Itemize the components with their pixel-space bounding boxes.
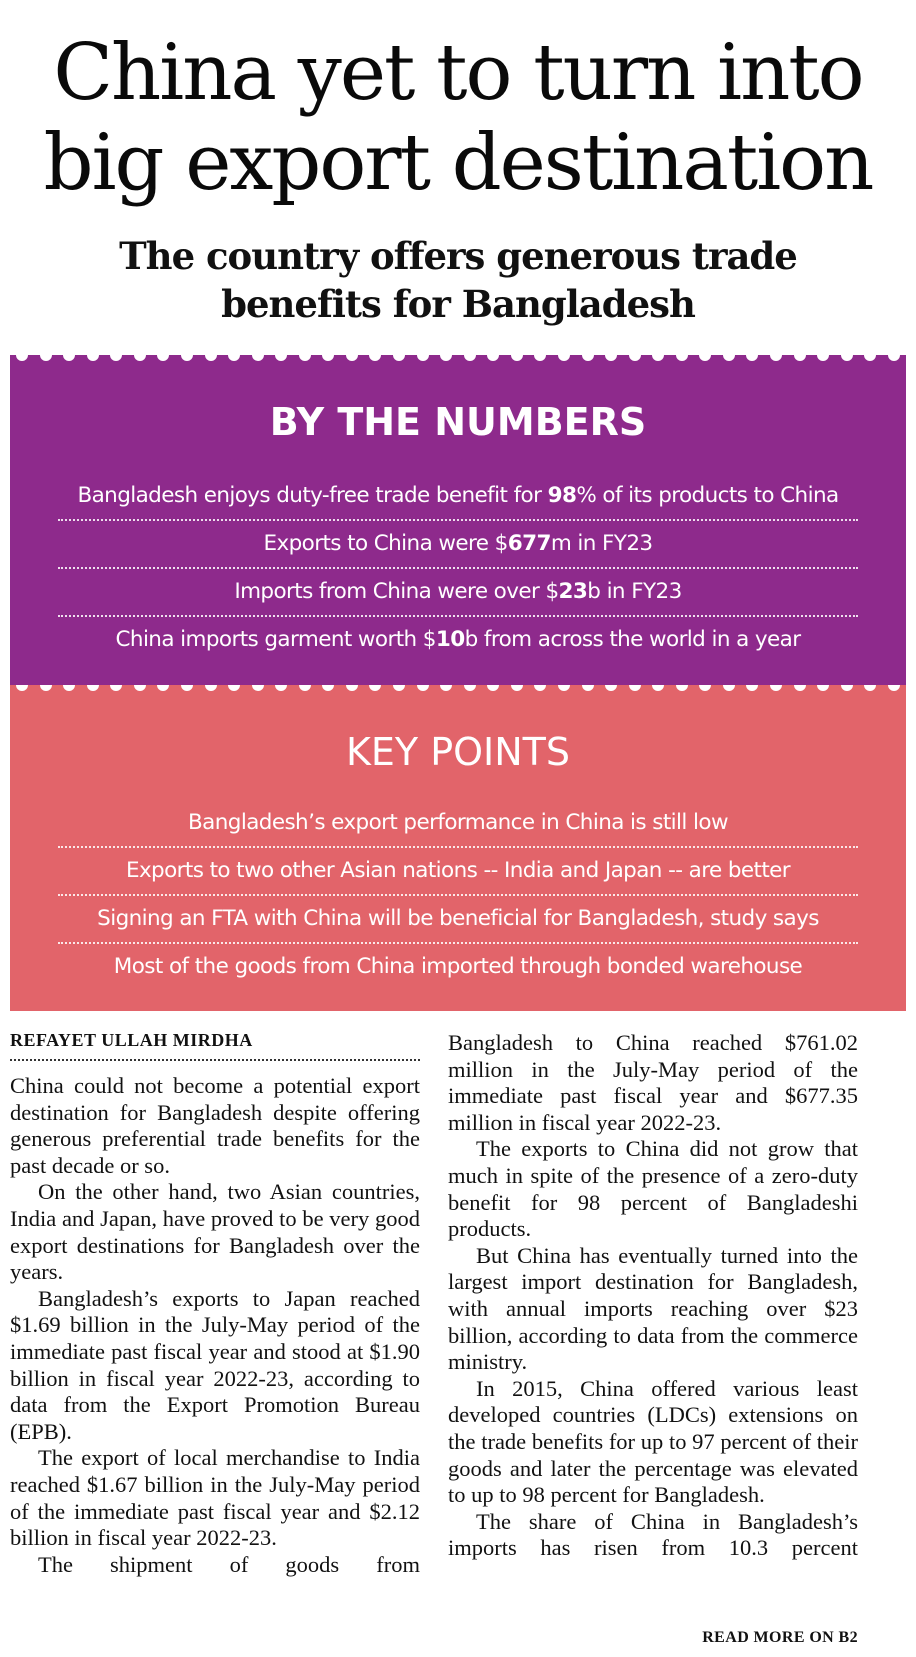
perforation-dot xyxy=(346,685,358,691)
perforation-dot xyxy=(699,355,711,361)
perforation-dot xyxy=(558,355,570,361)
headline xyxy=(0,28,916,208)
perforation-dot xyxy=(87,685,99,691)
perforation-dot xyxy=(134,355,146,361)
number-item: Bangladesh enjoys duty-free trade benefit for 98% of its products to China xyxy=(58,473,858,521)
perforation-dot xyxy=(110,355,122,361)
article-paragraph: On the other hand, two Asian countries, India and Japan, have proved to be very good export destinations for Bangladesh over the years. xyxy=(10,1179,420,1285)
perforation-dot xyxy=(63,685,75,691)
key-point-item: Bangladesh’s export performance in China is still low xyxy=(58,800,858,848)
perforation-dot xyxy=(487,685,499,691)
perforation-dot xyxy=(369,355,381,361)
byline: REFAYET ULLAH MIRDHA xyxy=(10,1030,420,1061)
headline-line-2: big export destination xyxy=(43,118,873,208)
perforation-dot xyxy=(275,685,287,691)
perforation-dot xyxy=(87,355,99,361)
perforation-dot xyxy=(770,355,782,361)
perforation-dot xyxy=(181,355,193,361)
perforation-top xyxy=(10,355,906,363)
perforation-dot xyxy=(652,685,664,691)
perforation-top xyxy=(10,685,906,693)
number-item: China imports garment worth $10b from across the world in a year xyxy=(115,627,801,652)
perforation-dot xyxy=(534,355,546,361)
number-item: Exports to China were $677m in FY23 xyxy=(58,521,858,569)
perforation-dot xyxy=(157,355,169,361)
perforation-dot xyxy=(558,685,570,691)
perforation-dot xyxy=(534,685,546,691)
perforation-dot xyxy=(40,685,52,691)
key-point-item: Signing an FTA with China will be beneficial for Bangladesh, study says xyxy=(58,896,858,944)
article-paragraph: In 2015, China offered various least developed countries (LDCs) extensions on the trade benefits for up to 97 percent of their goods and later the percentage was elevated to up to 98 percent for Bangladesh. xyxy=(448,1375,858,1508)
by-the-numbers-list xyxy=(10,473,906,663)
perforation-dot xyxy=(487,355,499,361)
perforation-dot xyxy=(723,355,735,361)
perforation-dot xyxy=(770,685,782,691)
perforation-dot xyxy=(605,355,617,361)
perforation-dot xyxy=(582,685,594,691)
read-more-link[interactable]: READ MORE ON B2 xyxy=(702,1629,858,1646)
perforation-dot xyxy=(134,685,146,691)
number-highlight: 677 xyxy=(507,531,551,556)
by-the-numbers-box xyxy=(10,355,906,685)
perforation-dot xyxy=(346,355,358,361)
perforation-dot xyxy=(252,355,264,361)
perforation-dot xyxy=(181,685,193,691)
key-points-list xyxy=(10,800,906,990)
perforation-dot xyxy=(652,355,664,361)
perforation-dot xyxy=(841,685,853,691)
perforation-dot xyxy=(676,355,688,361)
article-paragraph: But China has eventually turned into the largest import destination for Bangladesh, with annual imports reaching over $23 billion, according to data from the commerce ministry. xyxy=(448,1242,858,1375)
number-highlight: 98 xyxy=(547,483,577,508)
perforation-dot xyxy=(110,685,122,691)
perforation-dot xyxy=(629,355,641,361)
headline-line-1: China yet to turn into xyxy=(53,28,863,118)
perforation-dot xyxy=(511,685,523,691)
perforation-dot xyxy=(629,685,641,691)
subheadline-line-1: The country offers generous trade xyxy=(119,234,797,278)
article-paragraph: The export of local merchandise to India reached $1.67 billion in the July-May period of the immediate past fiscal year and $2.12 billion in fiscal year 2022-23. xyxy=(10,1445,420,1551)
perforation-dot xyxy=(205,685,217,691)
number-highlight: 23 xyxy=(558,579,588,604)
perforation-dot xyxy=(16,685,28,691)
number-highlight: 10 xyxy=(435,627,465,652)
by-the-numbers-title: BY THE NUMBERS xyxy=(269,400,647,444)
perforation-dot xyxy=(417,685,429,691)
perforation-dot xyxy=(228,685,240,691)
subheadline xyxy=(0,232,916,328)
perforation-dot xyxy=(511,355,523,361)
perforation-dot xyxy=(841,355,853,361)
perforation-dot xyxy=(322,355,334,361)
perforation-dot xyxy=(275,355,287,361)
perforation-dot xyxy=(228,355,240,361)
perforation-dot xyxy=(888,685,900,691)
article-column-left xyxy=(10,1073,420,1578)
perforation-dot xyxy=(723,685,735,691)
perforation-dot xyxy=(746,355,758,361)
article-paragraph: The shipment of goods from xyxy=(38,1551,420,1577)
key-point-item: Exports to two other Asian nations -- India and Japan -- are better xyxy=(58,848,858,896)
perforation-dot xyxy=(322,685,334,691)
perforation-dot xyxy=(817,355,829,361)
perforation-dot xyxy=(393,685,405,691)
key-points-box xyxy=(10,685,906,1011)
perforation-dot xyxy=(817,685,829,691)
subheadline-line-2: benefits for Bangladesh xyxy=(221,282,695,326)
perforation-dot xyxy=(299,685,311,691)
perforation-dot xyxy=(888,355,900,361)
perforation-dot xyxy=(440,685,452,691)
perforation-dot xyxy=(369,685,381,691)
perforation-dot xyxy=(417,355,429,361)
article-column-right xyxy=(448,1030,858,1562)
perforation-dot xyxy=(699,685,711,691)
perforation-dot xyxy=(864,355,876,361)
perforation-dot xyxy=(582,355,594,361)
perforation-dot xyxy=(794,685,806,691)
perforation-dot xyxy=(464,355,476,361)
perforation-dot xyxy=(40,355,52,361)
perforation-dot xyxy=(299,355,311,361)
key-point-item: Most of the goods from China imported through bonded warehouse xyxy=(113,954,803,979)
perforation-dot xyxy=(16,355,28,361)
perforation-dot xyxy=(440,355,452,361)
perforation-dot xyxy=(157,685,169,691)
perforation-dot xyxy=(63,355,75,361)
perforation-dot xyxy=(393,355,405,361)
perforation-dot xyxy=(864,685,876,691)
article-paragraph: China could not become a potential export destination for Bangladesh despite offering generous preferential trade benefits for the past decade or so. xyxy=(10,1073,420,1178)
perforation-dot xyxy=(464,685,476,691)
perforation-dot xyxy=(605,685,617,691)
perforation-dot xyxy=(676,685,688,691)
number-item: Imports from China were over $23b in FY23 xyxy=(58,569,858,617)
perforation-dot xyxy=(746,685,758,691)
key-points-title: KEY POINTS xyxy=(345,730,570,774)
article-paragraph: Bangladesh to China reached $761.02 million in the July-May period of the immediate past fiscal year and $677.35 million in fiscal year 2022-23. xyxy=(448,1030,858,1135)
article-paragraph: The share of China in Bangladesh’s imports has risen from 10.3 percent xyxy=(448,1508,858,1561)
article-paragraph: The exports to China did not grow that much in spite of the presence of a zero-duty benefit for 98 percent of Bangladeshi products. xyxy=(448,1136,858,1242)
perforation-dot xyxy=(252,685,264,691)
perforation-dot xyxy=(205,355,217,361)
perforation-dot xyxy=(794,355,806,361)
article-paragraph: Bangladesh’s exports to Japan reached $1.69 billion in the July-May period of the immediate past fiscal year and stood at $1.90 billion in fiscal year 2022-23, according to data from the Export Promotion Bureau (EPB). xyxy=(10,1285,420,1444)
